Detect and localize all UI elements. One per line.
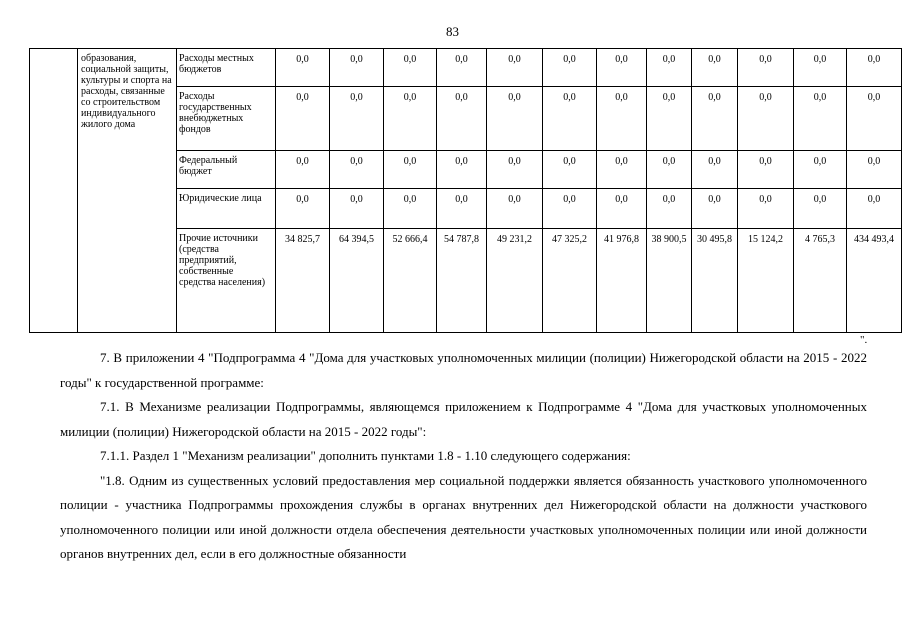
value-cell: 0,0	[597, 189, 647, 229]
value-cell: 41 976,8	[597, 229, 647, 333]
table-row	[30, 49, 902, 87]
source-cell: Прочие источники (средства предприятий, собственные средства населения)	[177, 229, 276, 333]
value-cell: 0,0	[543, 87, 597, 151]
value-cell: 0,0	[437, 49, 487, 87]
value-cell: 0,0	[543, 49, 597, 87]
value-cell: 0,0	[647, 151, 692, 189]
value-cell: 64 394,5	[330, 229, 384, 333]
value-cell: 0,0	[794, 151, 847, 189]
value-cell: 54 787,8	[437, 229, 487, 333]
value-cell: 0,0	[692, 87, 738, 151]
value-cell: 0,0	[597, 87, 647, 151]
value-cell: 0,0	[794, 87, 847, 151]
value-cell: 0,0	[847, 189, 902, 229]
value-cell: 15 124,2	[738, 229, 794, 333]
value-cell: 0,0	[487, 49, 543, 87]
value-cell: 0,0	[794, 189, 847, 229]
value-cell: 0,0	[738, 151, 794, 189]
empty-index-cell	[30, 49, 78, 333]
value-cell: 0,0	[437, 87, 487, 151]
page-number: 83	[446, 24, 459, 39]
value-cell: 0,0	[276, 189, 330, 229]
source-cell: Расходы местных бюджетов	[177, 49, 276, 87]
value-cell: 0,0	[847, 151, 902, 189]
paragraph: "1.8. Одним из существенных условий предоставления мер социальной поддержки является обязанность участкового уполномоченного полиции - участника Подпрограммы прохождения службы в органах внутренних дел Нижегородской области на должности участкового уполномоченного полиции или иной должности отдела обеспечения деятельности участковых уполномоченных полиции или иной должности органов внутренних дел, если в его должностные обязанности	[60, 472, 867, 561]
group-label-cell: образования, социальной защиты, культуры и спорта на расходы, связанные со строительством индивидуального жилого дома	[78, 49, 177, 333]
value-cell: 30 495,8	[692, 229, 738, 333]
value-cell: 0,0	[597, 49, 647, 87]
closing-quote: ".	[860, 334, 868, 346]
value-cell: 0,0	[543, 189, 597, 229]
value-cell: 0,0	[692, 189, 738, 229]
source-cell: Расходы государственных внебюджетных фондов	[177, 87, 276, 151]
value-cell: 0,0	[543, 151, 597, 189]
value-cell: 0,0	[437, 189, 487, 229]
value-cell: 0,0	[597, 151, 647, 189]
value-cell: 0,0	[384, 87, 437, 151]
paragraph: 7.1.1. Раздел 1 "Механизм реализации" дополнить пунктами 1.8 - 1.10 следующего содержания:	[100, 448, 631, 463]
value-cell: 0,0	[384, 49, 437, 87]
value-cell: 49 231,2	[487, 229, 543, 333]
value-cell: 0,0	[276, 49, 330, 87]
value-cell: 0,0	[330, 189, 384, 229]
value-cell: 0,0	[647, 87, 692, 151]
value-cell: 0,0	[384, 151, 437, 189]
value-cell: 0,0	[330, 49, 384, 87]
value-cell: 0,0	[738, 189, 794, 229]
value-cell: 47 325,2	[543, 229, 597, 333]
value-cell: 0,0	[847, 87, 902, 151]
value-cell: 0,0	[487, 151, 543, 189]
source-cell: Федеральный бюджет	[177, 151, 276, 189]
value-cell: 0,0	[330, 151, 384, 189]
value-cell: 0,0	[692, 151, 738, 189]
value-cell: 0,0	[794, 49, 847, 87]
paragraph: 7.1. В Механизме реализации Подпрограммы, являющемся приложением к Подпрограмме 4 "Дома для участковых уполномоченных милиции (полиции) Нижегородской области на 2015 - 2022 годы":	[60, 399, 867, 439]
value-cell: 34 825,7	[276, 229, 330, 333]
value-cell: 0,0	[330, 87, 384, 151]
funding-table	[29, 48, 902, 333]
value-cell: 0,0	[437, 151, 487, 189]
value-cell: 0,0	[487, 87, 543, 151]
source-cell: Юридические лица	[177, 189, 276, 229]
value-cell: 434 493,4	[847, 229, 902, 333]
value-cell: 0,0	[847, 49, 902, 87]
body-text	[60, 346, 867, 567]
value-cell: 0,0	[384, 189, 437, 229]
value-cell: 38 900,5	[647, 229, 692, 333]
value-cell: 4 765,3	[794, 229, 847, 333]
value-cell: 0,0	[276, 87, 330, 151]
value-cell: 0,0	[276, 151, 330, 189]
paragraph: 7. В приложении 4 "Подпрограмма 4 "Дома для участковых уполномоченных милиции (полиции) Нижегородской области на 2015 - 2022 годы" к государственной программе:	[60, 350, 867, 390]
value-cell: 0,0	[738, 49, 794, 87]
value-cell: 0,0	[738, 87, 794, 151]
value-cell: 0,0	[647, 49, 692, 87]
value-cell: 0,0	[647, 189, 692, 229]
value-cell: 0,0	[487, 189, 543, 229]
value-cell: 52 666,4	[384, 229, 437, 333]
value-cell: 0,0	[692, 49, 738, 87]
